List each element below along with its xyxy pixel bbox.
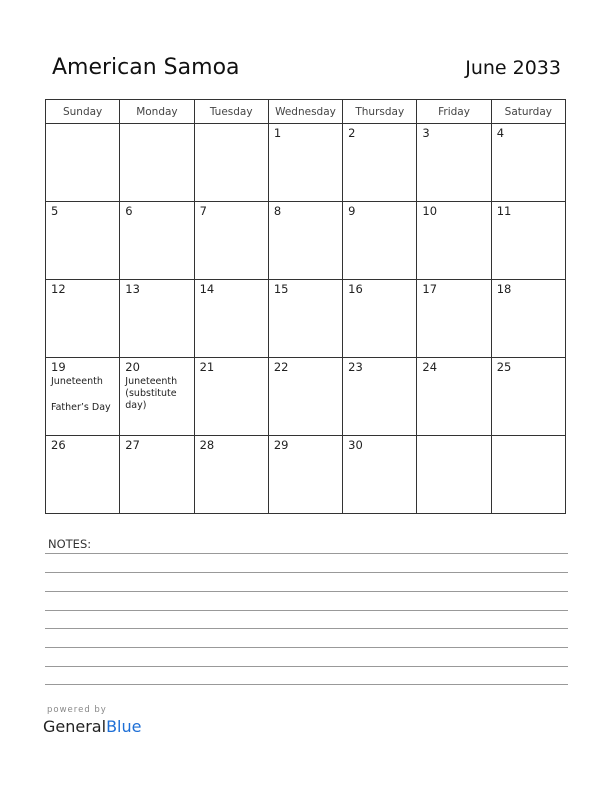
day-number: 2 [348, 126, 356, 140]
notes-line [45, 572, 568, 573]
notes-line [45, 684, 568, 685]
day-number: 13 [125, 282, 140, 296]
day-number: 16 [348, 282, 363, 296]
day-number: 5 [51, 204, 59, 218]
day-number: 12 [51, 282, 66, 296]
day-cell [120, 436, 194, 514]
notes-line [45, 628, 568, 629]
day-cell [46, 124, 120, 202]
notes-line [45, 666, 568, 667]
day-cell [46, 202, 120, 280]
day-cell [491, 124, 565, 202]
day-number: 9 [348, 204, 356, 218]
day-cell [194, 124, 268, 202]
day-number: 28 [199, 438, 215, 452]
notes-line [45, 553, 568, 554]
weekday-tuesday: Tuesday [194, 100, 268, 124]
day-cell [417, 280, 491, 358]
day-cell [343, 436, 417, 514]
week-row-1 [46, 124, 566, 202]
calendar-grid [45, 99, 566, 514]
powered-by-text: powered by [47, 705, 107, 715]
day-cell [491, 202, 565, 280]
holiday-juneteenth-substitute: Juneteenth (substitute day) [125, 376, 178, 411]
day-cell [194, 436, 268, 514]
notes-label: NOTES: [48, 537, 92, 551]
weekday-sunday: Sunday [46, 100, 120, 124]
day-cell [46, 358, 120, 436]
generalblue-logo [43, 717, 141, 736]
weekday-wednesday: Wednesday [268, 100, 342, 124]
day-cell [46, 436, 120, 514]
day-number: 22 [273, 360, 289, 374]
day-cell [491, 358, 565, 436]
day-cell [194, 358, 268, 436]
brand-general: General [43, 717, 107, 736]
day-cell [417, 202, 491, 280]
calendar-month-title: June 2033 [465, 57, 561, 79]
day-number: 11 [496, 204, 512, 218]
week-row-2 [46, 202, 566, 280]
weekday-saturday: Saturday [491, 100, 565, 124]
day-number: 1 [273, 126, 282, 140]
day-number: 26 [51, 438, 66, 452]
day-cell [268, 436, 342, 514]
day-cell [417, 436, 491, 514]
day-number: 3 [422, 126, 430, 140]
day-cell [120, 280, 194, 358]
day-number [120, 124, 193, 126]
day-number: 23 [348, 360, 363, 374]
day-cell [194, 280, 268, 358]
notes-line [45, 647, 568, 648]
notes-line [45, 591, 568, 592]
day-cell [491, 436, 565, 514]
day-cell [491, 280, 565, 358]
day-cell [268, 202, 342, 280]
day-number: 19 [51, 360, 66, 374]
day-cell [268, 280, 342, 358]
day-number: 17 [422, 282, 438, 296]
day-cell [343, 358, 417, 436]
day-cell [120, 358, 194, 436]
day-number: 14 [199, 282, 215, 296]
weekday-header-row [46, 100, 566, 124]
day-cell [120, 202, 194, 280]
week-row-5 [46, 436, 566, 514]
day-cell [343, 280, 417, 358]
day-cell [268, 124, 342, 202]
notes-line [45, 610, 568, 611]
day-number: 8 [273, 204, 282, 218]
day-number [492, 436, 565, 438]
calendar-country-title: American Samoa [52, 55, 240, 80]
day-cell [268, 358, 342, 436]
day-cell [343, 202, 417, 280]
day-number [46, 124, 119, 126]
day-number: 24 [422, 360, 438, 374]
weekday-thursday: Thursday [343, 100, 417, 124]
day-number [417, 436, 490, 438]
day-number: 27 [125, 438, 140, 452]
day-number: 10 [422, 204, 438, 218]
day-number [195, 124, 268, 126]
day-number: 4 [496, 126, 505, 140]
day-number: 21 [199, 360, 215, 374]
day-number: 30 [348, 438, 363, 452]
weekday-monday: Monday [120, 100, 194, 124]
day-number: 15 [273, 282, 289, 296]
day-number: 29 [273, 438, 289, 452]
day-cell [46, 280, 120, 358]
brand-blue: Blue [106, 717, 142, 736]
day-cell [343, 124, 417, 202]
day-number: 18 [496, 282, 512, 296]
day-number: 20 [125, 360, 140, 374]
weekday-friday: Friday [417, 100, 491, 124]
day-number: 6 [125, 204, 133, 218]
day-cell [120, 124, 194, 202]
day-number: 25 [496, 360, 512, 374]
day-cell [417, 124, 491, 202]
day-cell [194, 202, 268, 280]
week-row-4 [46, 358, 566, 436]
holiday-fathers-day: Father’s Day [51, 402, 111, 413]
day-cell [417, 358, 491, 436]
holiday-juneteenth: Juneteenth [51, 376, 103, 387]
day-number: 7 [199, 204, 207, 218]
week-row-3 [46, 280, 566, 358]
